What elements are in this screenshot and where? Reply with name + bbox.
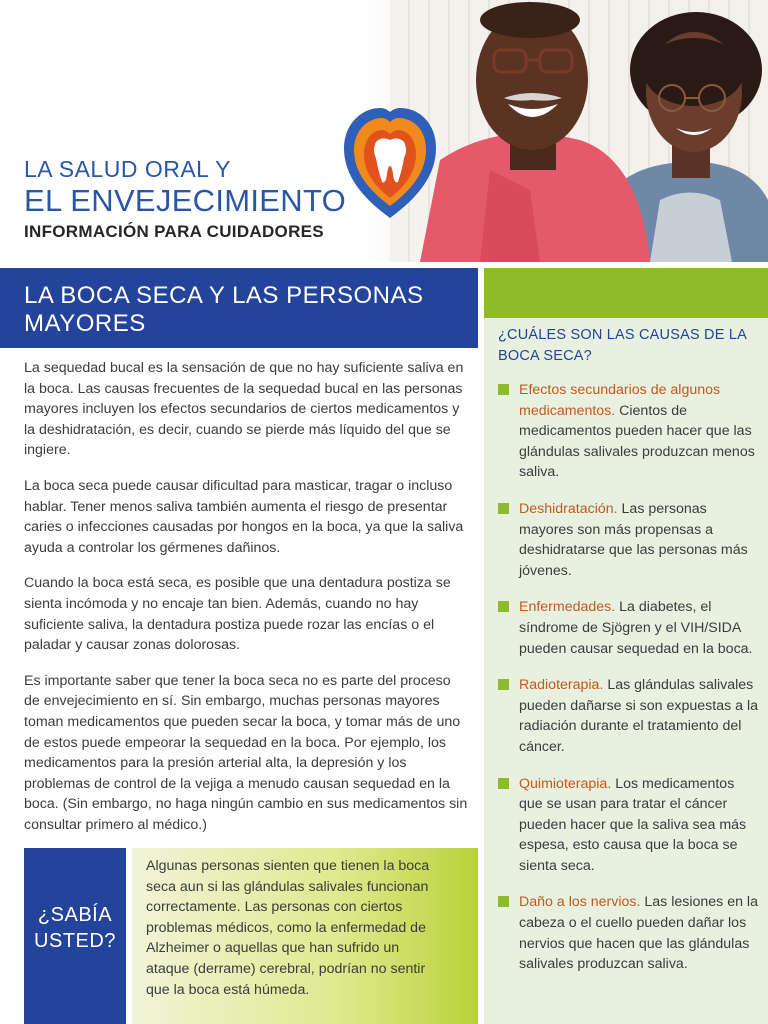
sidebar-accent-bar — [484, 268, 768, 318]
main-heading-banner — [0, 268, 478, 348]
cause-text: Cientos de medicamentos pueden hacer que las glándulas salivales produzcan menos saliva. — [519, 402, 755, 481]
cause-text: Las glándulas salivales pueden dañarse si son expuestas a la radiación durante el tratamiento del cáncer. — [519, 677, 758, 755]
list-item — [498, 380, 760, 483]
title-line-2: EL ENVEJECIMIENTO — [24, 183, 347, 218]
cause-term: Daño a los nervios. — [519, 894, 641, 911]
causes-title: ¿CUÁLES SON LAS CAUSAS DE LA BOCA SECA? — [498, 327, 747, 364]
list-item — [498, 675, 760, 757]
cause-text: Las personas mayores son más propensas a deshidratarse que las personas más jóvenes. — [519, 500, 748, 579]
header — [0, 0, 768, 262]
title-subtitle: INFORMACIÓN PARA CUIDADORES — [24, 222, 324, 241]
paragraph-2: La boca seca puede causar dificultad para masticar, tragar o incluso hablar. Tener menos saliva también aumenta el riesgo de presentar caries o infecciones causadas por hongos en la boca, ya que la saliva ayuda a controlar los gérmenes dañinos. — [24, 477, 464, 556]
heart-tooth-icon — [340, 100, 440, 222]
cause-term: Deshidratación. — [519, 500, 618, 517]
paragraph-3: Cuando la boca está seca, es posible que una dentadura postiza se sienta incómoda y no encaje tan bien. Además, cuando no hay suficiente saliva, la dentadura postiza puede rozar las encías o el paladar y causar zonas dolorosas. — [24, 575, 451, 654]
causes-list — [498, 380, 760, 991]
title-line-1: LA SALUD ORAL Y — [24, 156, 231, 182]
paragraph-1: La sequedad bucal es la sensación de que no hay suficiente saliva en la boca. Las causas frecuentes de la sequedad bucal en las personas mayores incluyen los efectos secundarios de ciertos medicamentos y la deshidratación, es decir, cuando se pierde más líquido del que se ingiere. — [24, 360, 464, 459]
cause-text: La diabetes, el síndrome de Sjögren y el VIH/SIDA pueden causar sequedad en la boca. — [519, 599, 753, 657]
square-bullet-icon — [498, 503, 509, 514]
cause-term: Quimioterapia. — [519, 775, 612, 792]
main-body — [24, 358, 468, 850]
list-item — [498, 892, 760, 974]
list-item — [498, 597, 760, 659]
paragraph-4: Es importante saber que tener la boca seca no es parte del proceso de envejecimiento en sí. Sin embargo, muchas personas mayores toman medicamentos que pueden secar la boca, y tomar más de uno de estos puede empeorar la sequedad en la boca. Por ejemplo, los medicamentos para la presión arterial alta, la depresión y los problemas de control de la vejiga a menudo causan sequedad en la boca. (Sin embargo, no haga ningún cambio en sus medicamentos sin consultar primero al médico.) — [24, 672, 468, 833]
cause-text: Los medicamentos que se usan para tratar el cáncer pueden hacer que la saliva sea más espesa, esto causa que la boca se sienta seca. — [519, 775, 747, 874]
square-bullet-icon — [498, 601, 509, 612]
square-bullet-icon — [498, 384, 509, 395]
cause-term: Efectos secundarios de algunos medicamentos. — [519, 382, 721, 419]
did-you-know-text: Algunas personas sienten que tienen la boca seca aun si las glándulas salivales funcionan correctamente. Las personas con ciertos problemas médicos, como la enfermedad de Alzheimer o aquellas que han sufrido un ataque (derrame) cerebral, podrían no sentir que la boca está húmeda. — [146, 858, 430, 998]
list-item — [498, 774, 760, 877]
did-you-know-label: ¿SABÍA USTED? — [34, 904, 116, 952]
cause-term: Enfermedades. — [519, 599, 616, 616]
did-you-know-panel — [132, 848, 478, 1024]
header-title-block — [24, 155, 346, 243]
main-heading: LA BOCA SECA Y LAS PERSONAS MAYORES — [24, 282, 424, 337]
cause-text: Las lesiones en la cabeza o el cuello pueden dañar los nervios que hacen que las glándulas salivales produzcan saliva. — [519, 894, 758, 973]
square-bullet-icon — [498, 679, 509, 690]
square-bullet-icon — [498, 896, 509, 907]
cause-term: Radioterapia. — [519, 677, 604, 694]
list-item — [498, 499, 760, 581]
did-you-know-label-box — [24, 848, 126, 1024]
square-bullet-icon — [498, 778, 509, 789]
